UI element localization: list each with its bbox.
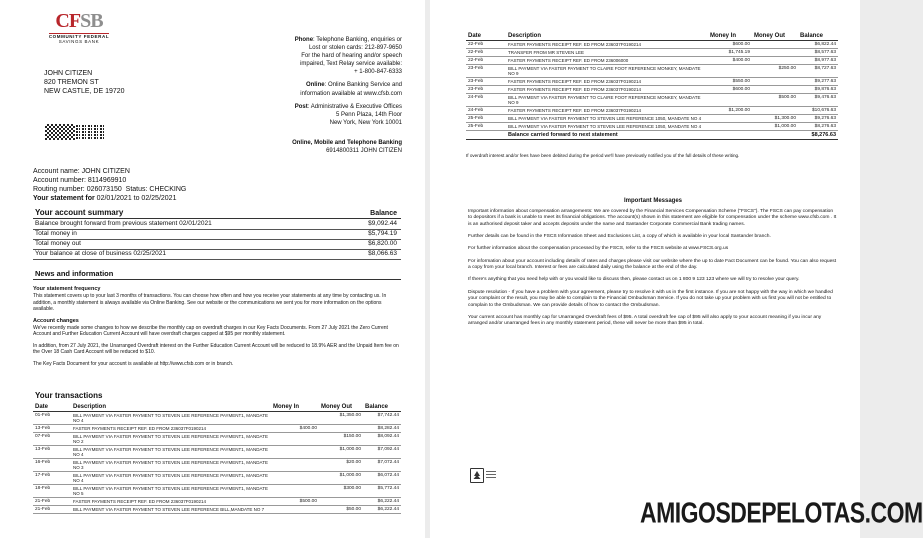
col-date: Date: [466, 31, 506, 41]
summary-label: Your balance at close of business 02/25/2021: [35, 250, 166, 257]
news-heading: Your statement frequency: [33, 286, 101, 292]
table-row: [466, 115, 838, 123]
cell-money-in: [271, 412, 319, 425]
cell-description: BILL PAYMENT VIA FASTER PAYMENT TO STEVEN LEE REFERENCE PAYMENT1, MANDATE NO 4: [71, 472, 271, 485]
cell-description: BILL PAYMENT VIA FASTER PAYMENT TO STEVEN LEE REFERENCE 1050, MANDATE NO 4: [506, 115, 708, 123]
col-description: Description: [506, 31, 708, 41]
cell-balance: $8,276.63: [798, 123, 838, 131]
cell-money-out: [319, 498, 363, 506]
telephone-banking-line: 6914800311 JOHN CITIZEN: [326, 148, 402, 155]
account-name: JOHN CITIZEN: [81, 168, 130, 175]
cell-date: 01-Feb: [33, 412, 71, 425]
table-header-row: [33, 402, 401, 412]
telephone-banking-title: Online, Mobile and Telephone Banking: [292, 139, 402, 146]
phone-line: : Telephone Banking, enquiries or: [313, 37, 402, 43]
cell-balance: $8,977.63: [798, 57, 838, 65]
table-header-row: [466, 31, 838, 41]
cell-description: BILL PAYMENT VIA FASTER PAYMENT TO STEVEN LEE REFERENCE PAYMENT1, MANDATE NO 5: [71, 485, 271, 498]
cell-balance: $6,822.44: [798, 41, 838, 49]
cell-date: 21-Feb: [33, 498, 71, 506]
col-date: Date: [33, 402, 71, 412]
statement-period: 02/01/2021 to 02/25/2021: [96, 195, 177, 203]
cell-description: FASTER PAYMENTS RECEIPT REF. ED FROM 236037F0190214: [506, 86, 708, 94]
cell-money-in: $400.00: [708, 57, 752, 65]
cell-money-out: $150.00: [319, 433, 363, 446]
cell-description: BILL PAYMENT VIA FASTER PAYMENT TO CLAIRE FOOT REFERENCE MONKEY, MANDATE NO 9: [506, 65, 708, 78]
period-label: Your statement for: [33, 195, 95, 203]
summary-row: [33, 230, 401, 240]
phone-line: For the hard of hearing and/or speech: [301, 53, 402, 60]
col-description: Description: [71, 402, 271, 412]
col-money-in: Money In: [271, 402, 319, 412]
summary-label: Total money in: [35, 230, 77, 237]
cell-description: FASTER PAYMENTS RECEIPT REF. ED FROM 236037F0190214: [506, 107, 708, 115]
summary-title: Your account summary: [35, 208, 124, 217]
carried-forward-label: Balance carried forward to next statement: [506, 131, 798, 140]
carried-forward-row: [466, 131, 838, 140]
routing-number: 026073150: [86, 186, 122, 194]
certification-text-icon: [486, 469, 496, 479]
cell-balance: $5,772.44: [363, 485, 401, 498]
cell-balance: $9,277.63: [798, 78, 838, 86]
cell-money-in: [271, 506, 319, 514]
important-paragraph: For information about your account including details of rates and charges please visit our website where the up to date Fact Document can be found. You can also request a copy from your local branch. Interest or fees are calculated daily using the balance at the end of the day.: [468, 258, 837, 271]
col-balance: Balance: [363, 402, 401, 412]
phone-label: Phone: [294, 37, 314, 43]
cell-description: FASTER PAYMENTS RECEIPT REF. ED FROM 236037F0190214: [71, 498, 271, 506]
important-paragraph: Important information about compensation arrangements: We are covered by the Financial Services Compensation Scheme ("FSCS"). The FSCS can pay compensation to depositors if a bank is unable to meet its financial obligations. The account(s) shown in this statement are eligible for compensation under the scheme www.cfsb.com . It is an authorised deposit taker and accepts deposits under the name and Santander Corporate Commercial Bank trading names.: [468, 208, 837, 227]
important-paragraph: Your current account has monthly cap for Unarranged Overdraft fees of $95. A total overdraft fee cap of $95 will also apply to your account meaning if you incur any arranged and/or unarranged fees in any monthly statement period, these will never be more than $95 in total.: [468, 314, 822, 327]
cell-money-in: [708, 94, 752, 107]
cell-money-out: [752, 78, 798, 86]
cell-description: BILL PAYMENT VIA FASTER PAYMENT TO STEVEN LEE REFERENCE PAYMENT1, MANDATE NO 3: [71, 459, 271, 472]
cell-money-in: [271, 459, 319, 472]
summary-row: [33, 250, 401, 260]
cell-date: 24-Feb: [466, 107, 506, 115]
cell-money-in: $1,200.00: [708, 107, 752, 115]
cell-balance: $8,282.44: [363, 425, 401, 433]
cell-money-out: $50.00: [319, 506, 363, 514]
news-paragraph: We've recently made some changes to how we describe the monthly cap on overdraft charges in our Key Facts Documents. From 27 July 2021 the Zero Current Account and Further Education Current Account will have overdraft charges capped at $95 per monthly statement.: [33, 324, 388, 338]
logo-line-2: SAVINGS BANK: [58, 39, 100, 44]
news-paragraph: This statement covers up to your last 3 months of transactions. You can choose how often and how you receive your statements at any time by contacting us. In addition, a monthly statement is always available via Online Banking. See our website or the communications we sent you for more information on the options available.: [33, 293, 387, 313]
cell-description: FASTER PAYMENTS RECEIPT REF. ED FROM 236006000: [506, 57, 708, 65]
cell-description: BILL PAYMENT VIA FASTER PAYMENT TO STEVEN LEE REFERENCE PAYMENT1, MANDATE NO 4: [71, 446, 271, 459]
cell-money-out: $250.00: [752, 65, 798, 78]
news-body: [33, 286, 403, 367]
cell-balance: $8,727.63: [798, 65, 838, 78]
cell-description: BILL PAYMENT VIA FASTER PAYMENT TO STEVEN LEE REFERENCE BILL,MANDATE NO 7: [71, 506, 271, 514]
online-line: information available at www.cfsb.com: [300, 90, 402, 97]
summary-header: [33, 207, 401, 219]
status-label: Status:: [125, 186, 148, 194]
table-row: [33, 459, 401, 472]
post-label: Post: [294, 103, 308, 110]
cell-date: 17-Feb: [33, 472, 71, 485]
cell-balance: $6,222.44: [363, 498, 401, 506]
cell-balance: $6,072.44: [363, 472, 401, 485]
bank-logo: [43, 11, 115, 44]
cell-balance: $8,577.63: [798, 49, 838, 57]
logo-sb-text: SB: [80, 10, 103, 32]
logo-line-1: COMMUNITY FEDERAL: [48, 34, 110, 39]
table-row: [33, 485, 401, 498]
cell-money-in: [708, 65, 752, 78]
table-row: [33, 446, 401, 459]
table-row: [33, 433, 401, 446]
table-row: [466, 57, 838, 65]
account-number: 8114969910: [87, 177, 127, 185]
cell-money-in: [271, 446, 319, 459]
table-row: [33, 412, 401, 425]
post-line: New York, New York 10001: [329, 119, 402, 126]
cell-date: 07-Feb: [33, 433, 71, 446]
cell-date: 13-Feb: [33, 446, 71, 459]
logo-cf-text: CF: [55, 10, 81, 32]
col-money-out: Money Out: [752, 31, 798, 41]
cell-money-out: $20.00: [319, 459, 363, 472]
phone-line: + 1-800-847-6333: [354, 69, 402, 76]
cell-balance: $9,876.63: [798, 86, 838, 94]
table-row: [466, 123, 838, 131]
account-number-label: Account number:: [33, 177, 86, 185]
cell-balance: $7,092.44: [363, 446, 401, 459]
account-info: [33, 167, 186, 203]
cell-money-out: [752, 49, 798, 57]
cell-description: FASTER PAYMENTS RECEIPT REF. ED FROM 236037F0190214: [506, 41, 708, 49]
address-line: 820 TREMON ST: [44, 79, 99, 87]
cell-money-in: $400.00: [271, 425, 319, 433]
cell-date: 18-Feb: [33, 485, 71, 498]
cell-money-out: $1,000.00: [752, 123, 798, 131]
transactions-section: [33, 391, 401, 514]
post-line: : Administrative & Executive Offices: [307, 103, 402, 110]
cell-money-out: [752, 86, 798, 94]
col-balance: Balance: [798, 31, 838, 41]
cell-money-in: $600.00: [708, 41, 752, 49]
cell-money-out: $1,300.00: [752, 115, 798, 123]
transactions-body: [33, 412, 401, 514]
table-row: [33, 472, 401, 485]
statement-page-2: [430, 0, 860, 538]
summary-balance-header: Balance: [370, 210, 397, 217]
cell-money-out: [752, 57, 798, 65]
online-label: Online: [305, 82, 325, 89]
statement-page-1: [0, 0, 425, 538]
transactions-title: Your transactions: [35, 391, 103, 400]
cell-money-in: [708, 115, 752, 123]
routing-label: Routing number:: [33, 186, 85, 194]
cell-date: 23-Feb: [466, 78, 506, 86]
news-heading: Account changes: [33, 317, 79, 324]
tree-certification-icon: [470, 468, 484, 483]
cell-date: 22-Feb: [466, 41, 506, 49]
cell-description: TRANSFER FROM MR STEVEN LEE: [506, 49, 708, 57]
news-paragraph: In addition, from 27 July 2021, the Unarranged Overdraft interest on the Further Education Current Account will be reduced to 18.9% AER and the Unpaid Item fee on the Over 18 Cash Card Account will be reduced to $10.: [33, 342, 399, 356]
online-line: : Online Banking Service and: [324, 82, 402, 89]
table-row: [466, 65, 838, 78]
cell-money-in: [271, 485, 319, 498]
summary-value: $8,066.63: [368, 250, 397, 257]
transactions-continued: [466, 31, 838, 159]
address-line: NEW CASTLE, DE 19720: [44, 88, 125, 96]
important-title: Important Messages: [623, 198, 683, 204]
table-row: [33, 425, 401, 433]
transactions-table: [466, 31, 838, 140]
table-row: [466, 41, 838, 49]
summary-label: Balance brought forward from previous statement 02/01/2021: [35, 220, 212, 227]
cell-money-in: [271, 433, 319, 446]
cell-balance: $8,092.44: [363, 433, 401, 446]
cell-date: 23-Feb: [466, 86, 506, 94]
table-row: [466, 94, 838, 107]
cell-date: 23-Feb: [466, 65, 506, 78]
col-money-in: Money In: [708, 31, 752, 41]
cell-description: BILL PAYMENT VIA FASTER PAYMENT TO STEVEN LEE REFERENCE PAYMENT1, MANDATE NO 2: [71, 433, 271, 446]
important-paragraph: If there's anything that you need help with or you would like to discuss then, please contact us on 1 800 9 123 123 where we will try to resolve your query.: [468, 277, 800, 283]
transactions-table: [33, 402, 401, 514]
cell-money-in: $600.00: [708, 86, 752, 94]
summary-value: $5,794.19: [368, 230, 397, 237]
summary-row: [33, 240, 401, 250]
important-paragraph: Dispute resolution - If you have a problem with your agreement, please try to resolve it with us in the first instance. If you are not happy with the way in which we handled your complaint or the result, you may be able to complain to the Financial Ombudsman Service. If you do not take up your problem with us first you will not be entitled to complain to the Ombudsman. We can provide details of how to contact the Ombudsman.: [468, 289, 833, 308]
cell-date: 13-Feb: [33, 425, 71, 433]
cell-money-in: $500.00: [271, 498, 319, 506]
cell-date: 22-Feb: [466, 57, 506, 65]
important-paragraph: Further details can be found in the FSCS Information Sheet and Exclusions List, a copy of which is available in your local Santander branch.: [468, 233, 771, 239]
important-messages: [468, 198, 838, 328]
address-line: JOHN CITIZEN: [44, 70, 93, 77]
cell-balance: $9,276.63: [798, 115, 838, 123]
cell-description: FASTER PAYMENTS RECEIPT REF. ED FROM 236037F0190214: [506, 78, 708, 86]
news-header: [33, 268, 401, 280]
cell-balance: $7,742.44: [363, 412, 401, 425]
summary-value: $9,092.44: [368, 220, 397, 227]
important-paragraph: For further information about the compensation processed by the FSCS, refer to the FSCS website at www.FSCS.org.us: [468, 246, 729, 252]
summary-row: [33, 220, 401, 230]
cell-money-in: [708, 123, 752, 131]
table-row: [33, 498, 401, 506]
site-watermark: AMIGOSDEPELOTAS.COM: [640, 496, 923, 529]
postal-barcode-icon: [45, 124, 75, 140]
cell-date: 22-Feb: [466, 49, 506, 57]
cell-date: 16-Feb: [33, 459, 71, 472]
cell-balance: $9,476.63: [798, 94, 838, 107]
cell-money-out: $1,350.00: [319, 412, 363, 425]
table-row: [466, 86, 838, 94]
summary-value: $6,820.00: [368, 240, 397, 247]
post-line: 5 Penn Plaza, 14th Floor: [335, 111, 402, 118]
carried-forward-value: $8,276.63: [798, 131, 838, 140]
cell-money-in: $550.00: [708, 78, 752, 86]
cell-description: BILL PAYMENT VIA FASTER PAYMENT TO STEVEN LEE REFERENCE PAYMENT1, MANDATE NO 4: [71, 412, 271, 425]
overdraft-footnote: If overdraft interest and/or fees have been debited during the period we'll have previously notified you of the full details of these writing.: [466, 153, 740, 158]
cell-balance: $10,676.63: [798, 107, 838, 115]
transactions-body: [466, 41, 838, 131]
customer-address: [44, 69, 125, 96]
cell-money-out: [752, 41, 798, 49]
table-row: [33, 506, 401, 514]
account-name-label: Account name:: [33, 168, 80, 175]
table-row: [466, 107, 838, 115]
cell-money-out: [319, 425, 363, 433]
postal-barcode-icon: [76, 124, 104, 140]
cell-date: 24-Feb: [466, 94, 506, 107]
cell-money-out: $1,000.00: [319, 446, 363, 459]
cell-description: FASTER PAYMENTS RECEIPT REF. ED FROM 236037F0190214: [71, 425, 271, 433]
account-status: CHECKING: [149, 186, 187, 194]
table-row: [466, 78, 838, 86]
table-row: [466, 49, 838, 57]
cell-date: 25-Feb: [466, 115, 506, 123]
summary-label: Total money out: [35, 240, 81, 247]
cell-money-in: [271, 472, 319, 485]
cell-money-out: $1,000.00: [319, 472, 363, 485]
phone-line: Lost or stolen cards: 212-897-9650: [308, 45, 402, 52]
news-paragraph: The Key Facts Document for your account is available at http://www.cfsb.com or in branch.: [33, 360, 234, 367]
cell-balance: $6,222.44: [363, 506, 401, 514]
cell-description: BILL PAYMENT VIA FASTER PAYMENT TO STEVEN LEE REFERENCE 1050, MANDATE NO 4: [506, 123, 708, 131]
cell-money-out: [752, 107, 798, 115]
cell-date: 21-Feb: [33, 506, 71, 514]
news-title: News and information: [35, 269, 114, 278]
phone-line: impaired, Text Relay service available:: [300, 61, 402, 68]
cell-money-out: $300.00: [319, 485, 363, 498]
cell-description: BILL PAYMENT VIA FASTER PAYMENT TO CLAIRE FOOT REFERENCE MONKEY, MANDATE NO 9: [506, 94, 708, 107]
cell-balance: $7,072.44: [363, 459, 401, 472]
cell-date: 25-Feb: [466, 123, 506, 131]
cell-money-out: $500.00: [752, 94, 798, 107]
contact-block: [260, 36, 402, 155]
cell-money-in: $1,745.19: [708, 49, 752, 57]
col-money-out: Money Out: [319, 402, 363, 412]
